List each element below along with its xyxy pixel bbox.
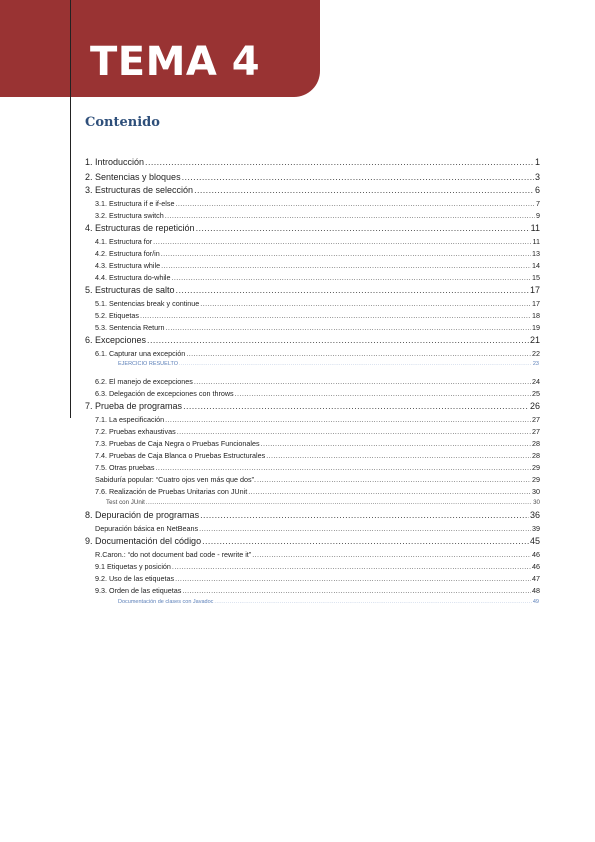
toc-entry-page: 9 xyxy=(536,211,540,220)
toc-entry[interactable] xyxy=(95,415,540,424)
toc-entry-page: 13 xyxy=(532,249,540,258)
toc-entry[interactable] xyxy=(95,487,540,496)
toc-entry[interactable] xyxy=(85,335,540,345)
leader-dots xyxy=(153,237,531,246)
toc-entry[interactable] xyxy=(95,273,540,282)
toc-entry[interactable] xyxy=(85,223,540,233)
toc-entry-label: 6. Excepciones xyxy=(85,335,147,345)
toc-entry-page: 21 xyxy=(529,335,540,345)
leader-dots xyxy=(161,249,531,258)
toc-entry-page: 46 xyxy=(532,550,540,559)
toc-entry[interactable] xyxy=(95,451,540,460)
leader-dots xyxy=(266,451,531,460)
toc-entry-page: 45 xyxy=(529,536,540,546)
leader-dots xyxy=(186,349,531,358)
toc-entry-label: 5.1. Sentencias break y continue xyxy=(95,299,200,308)
leader-dots xyxy=(252,550,531,559)
leader-dots xyxy=(165,415,531,424)
toc-entry-label: 4.1. Estructura for xyxy=(95,237,153,246)
toc-entry-label: 5.3. Sentencia Return xyxy=(95,323,165,332)
toc-entry-label: 3. Estructuras de selección xyxy=(85,185,194,195)
toc-entry-page: 24 xyxy=(532,377,540,386)
toc-entry-page: 48 xyxy=(532,586,540,595)
leader-dots xyxy=(146,499,532,506)
toc-entry-label: 3.2. Estructura switch xyxy=(95,211,164,220)
toc-entry[interactable] xyxy=(106,499,540,506)
leader-dots xyxy=(172,273,531,282)
toc-entry[interactable] xyxy=(95,439,540,448)
toc-entry[interactable] xyxy=(95,323,540,332)
toc-entry-label: 9.1 Etiquetas y posición xyxy=(95,562,171,571)
toc-entry[interactable] xyxy=(95,389,540,398)
toc-entry-page: 46 xyxy=(532,562,540,571)
toc-entry[interactable] xyxy=(95,311,540,320)
leader-dots xyxy=(176,285,529,295)
leader-dots xyxy=(196,223,530,233)
toc-entry-page: 36 xyxy=(529,510,540,520)
leader-dots xyxy=(202,536,529,546)
toc-entry-label: 1. Introducción xyxy=(85,157,145,167)
toc-entry[interactable] xyxy=(95,261,540,270)
toc-entry-label: 6.1. Capturar una excepción xyxy=(95,349,186,358)
toc-entry-page: 1 xyxy=(534,157,540,167)
toc-entry[interactable] xyxy=(118,361,539,367)
toc-entry-page: 30 xyxy=(533,499,540,506)
toc-entry-label: 7.4. Pruebas de Caja Blanca o Pruebas Estructurales xyxy=(95,451,266,460)
toc-entry-page: 39 xyxy=(532,524,540,533)
leader-dots xyxy=(235,389,531,398)
leader-dots xyxy=(257,475,531,484)
toc-entry-page: 3 xyxy=(534,172,540,182)
toc-entry-label: 9.3. Orden de las etiquetas xyxy=(95,586,182,595)
toc-entry[interactable] xyxy=(85,157,540,167)
toc-entry[interactable] xyxy=(95,562,540,571)
leader-dots xyxy=(183,401,529,411)
leader-dots xyxy=(161,261,531,270)
leader-dots xyxy=(248,487,531,496)
toc-entry[interactable] xyxy=(95,463,540,472)
leader-dots xyxy=(214,599,531,605)
toc-entry-label: 2. Sentencias y bloques xyxy=(85,172,181,182)
toc-entry-label: 7.6. Realización de Pruebas Unitarias con JUnit xyxy=(95,487,248,496)
leader-dots xyxy=(182,172,534,182)
toc-entry[interactable] xyxy=(95,574,540,583)
toc-entry-page: 17 xyxy=(532,299,540,308)
toc-entry-page: 28 xyxy=(532,439,540,448)
chapter-title: TEMA 4 xyxy=(90,39,261,85)
toc-entry-label: Documentación de clases con Javadoc xyxy=(118,599,214,605)
toc-entry[interactable] xyxy=(95,199,540,208)
leader-dots xyxy=(194,377,531,386)
leader-dots xyxy=(172,562,531,571)
toc-entry-label: 4.4. Estructura do-while xyxy=(95,273,171,282)
leader-dots xyxy=(145,157,534,167)
toc-entry-page: 11 xyxy=(530,223,540,233)
toc-entry-page: 47 xyxy=(532,574,540,583)
toc-entry[interactable] xyxy=(95,237,540,246)
toc-entry-page: 17 xyxy=(529,285,540,295)
toc-entry-page: 23 xyxy=(532,361,539,367)
toc-entry-label: R.Caron.: “do not document bad code - rewrite it” xyxy=(95,550,252,559)
toc-entry-page: 15 xyxy=(532,273,540,282)
toc-entry-page: 6 xyxy=(534,185,540,195)
leader-dots xyxy=(147,335,529,345)
leader-dots xyxy=(166,323,531,332)
toc-entry[interactable] xyxy=(85,185,540,195)
toc-entry-page: 26 xyxy=(529,401,540,411)
leader-dots xyxy=(182,586,531,595)
toc-entry[interactable] xyxy=(85,172,540,182)
toc-entry-page: 18 xyxy=(532,311,540,320)
leader-dots xyxy=(165,211,535,220)
toc-entry[interactable] xyxy=(85,401,540,411)
toc-entry-label: 9. Documentación del código xyxy=(85,536,202,546)
leader-dots xyxy=(200,510,529,520)
leader-dots xyxy=(200,299,531,308)
contents-heading: Contenido xyxy=(85,115,160,130)
toc-entry-label: 8. Depuración de programas xyxy=(85,510,200,520)
toc-entry[interactable] xyxy=(95,427,540,436)
toc-entry-label: 7.2. Pruebas exhaustivas xyxy=(95,427,176,436)
toc-entry-label: Test con JUnit xyxy=(106,499,145,506)
toc-entry[interactable] xyxy=(118,599,539,605)
toc-entry-page: 27 xyxy=(532,427,540,436)
leader-dots xyxy=(177,427,531,436)
leader-dots xyxy=(140,311,531,320)
leader-dots xyxy=(156,463,531,472)
toc-entry-page: 49 xyxy=(532,599,539,605)
toc-entry[interactable] xyxy=(95,249,540,258)
toc-entry[interactable] xyxy=(95,524,540,533)
toc-entry-label: 7. Prueba de programas xyxy=(85,401,183,411)
toc-entry-page: 27 xyxy=(532,415,540,424)
leader-dots xyxy=(199,524,531,533)
toc-entry-page: 11 xyxy=(532,237,540,246)
leader-dots xyxy=(176,199,536,208)
toc-entry-label: Depuración básica en NetBeans xyxy=(95,524,199,533)
toc-entry-label: 7.5. Otras pruebas xyxy=(95,463,155,472)
toc-entry-page: 30 xyxy=(532,487,540,496)
leader-dots xyxy=(194,185,534,195)
toc-entry[interactable] xyxy=(95,299,540,308)
toc-entry-label: 4. Estructuras de repetición xyxy=(85,223,195,233)
toc-entry[interactable] xyxy=(85,510,540,520)
toc-entry-label: 5. Estructuras de salto xyxy=(85,285,175,295)
toc-entry-label: 3.1. Estructura if e if-else xyxy=(95,199,175,208)
toc-entry-label: 6.2. El manejo de excepciones xyxy=(95,377,193,386)
toc-entry-page: 29 xyxy=(532,463,540,472)
toc-entry-page: 25 xyxy=(532,389,540,398)
leader-dots xyxy=(261,439,531,448)
toc-entry-label: Sabiduría popular: “Cuatro ojos ven más que dos”. xyxy=(95,475,257,484)
toc-entry-label: 5.2. Etiquetas xyxy=(95,311,139,320)
toc-entry-page: 7 xyxy=(536,199,540,208)
toc-entry[interactable] xyxy=(85,536,540,546)
toc-entry[interactable] xyxy=(95,377,540,386)
toc-entry-page: 29 xyxy=(532,475,540,484)
toc-entry-label: 9.2. Uso de las etiquetas xyxy=(95,574,175,583)
leader-dots xyxy=(179,361,532,367)
toc-entry-label: EJERCICIO RESUELTO xyxy=(118,361,179,367)
toc-entry[interactable] xyxy=(95,349,540,358)
toc-entry-label: 6.3. Delegación de excepciones con throws xyxy=(95,389,234,398)
toc-entry[interactable] xyxy=(95,475,540,484)
toc-entry-label: 7.1. La especificación xyxy=(95,415,165,424)
toc-entry-label: 4.3. Estructura while xyxy=(95,261,161,270)
toc-entry-label: 4.2. Estructura for/in xyxy=(95,249,160,258)
toc-entry-label: 7.3. Pruebas de Caja Negra o Pruebas Funcionales xyxy=(95,439,260,448)
toc-entry[interactable] xyxy=(95,211,540,220)
toc-entry-page: 14 xyxy=(532,261,540,270)
toc-entry-page: 22 xyxy=(532,349,540,358)
toc-entry-page: 28 xyxy=(532,451,540,460)
toc-entry[interactable] xyxy=(95,586,540,595)
leader-dots xyxy=(175,574,531,583)
toc-entry-page: 19 xyxy=(532,323,540,332)
toc-entry[interactable] xyxy=(85,285,540,295)
toc-entry[interactable] xyxy=(95,550,540,559)
